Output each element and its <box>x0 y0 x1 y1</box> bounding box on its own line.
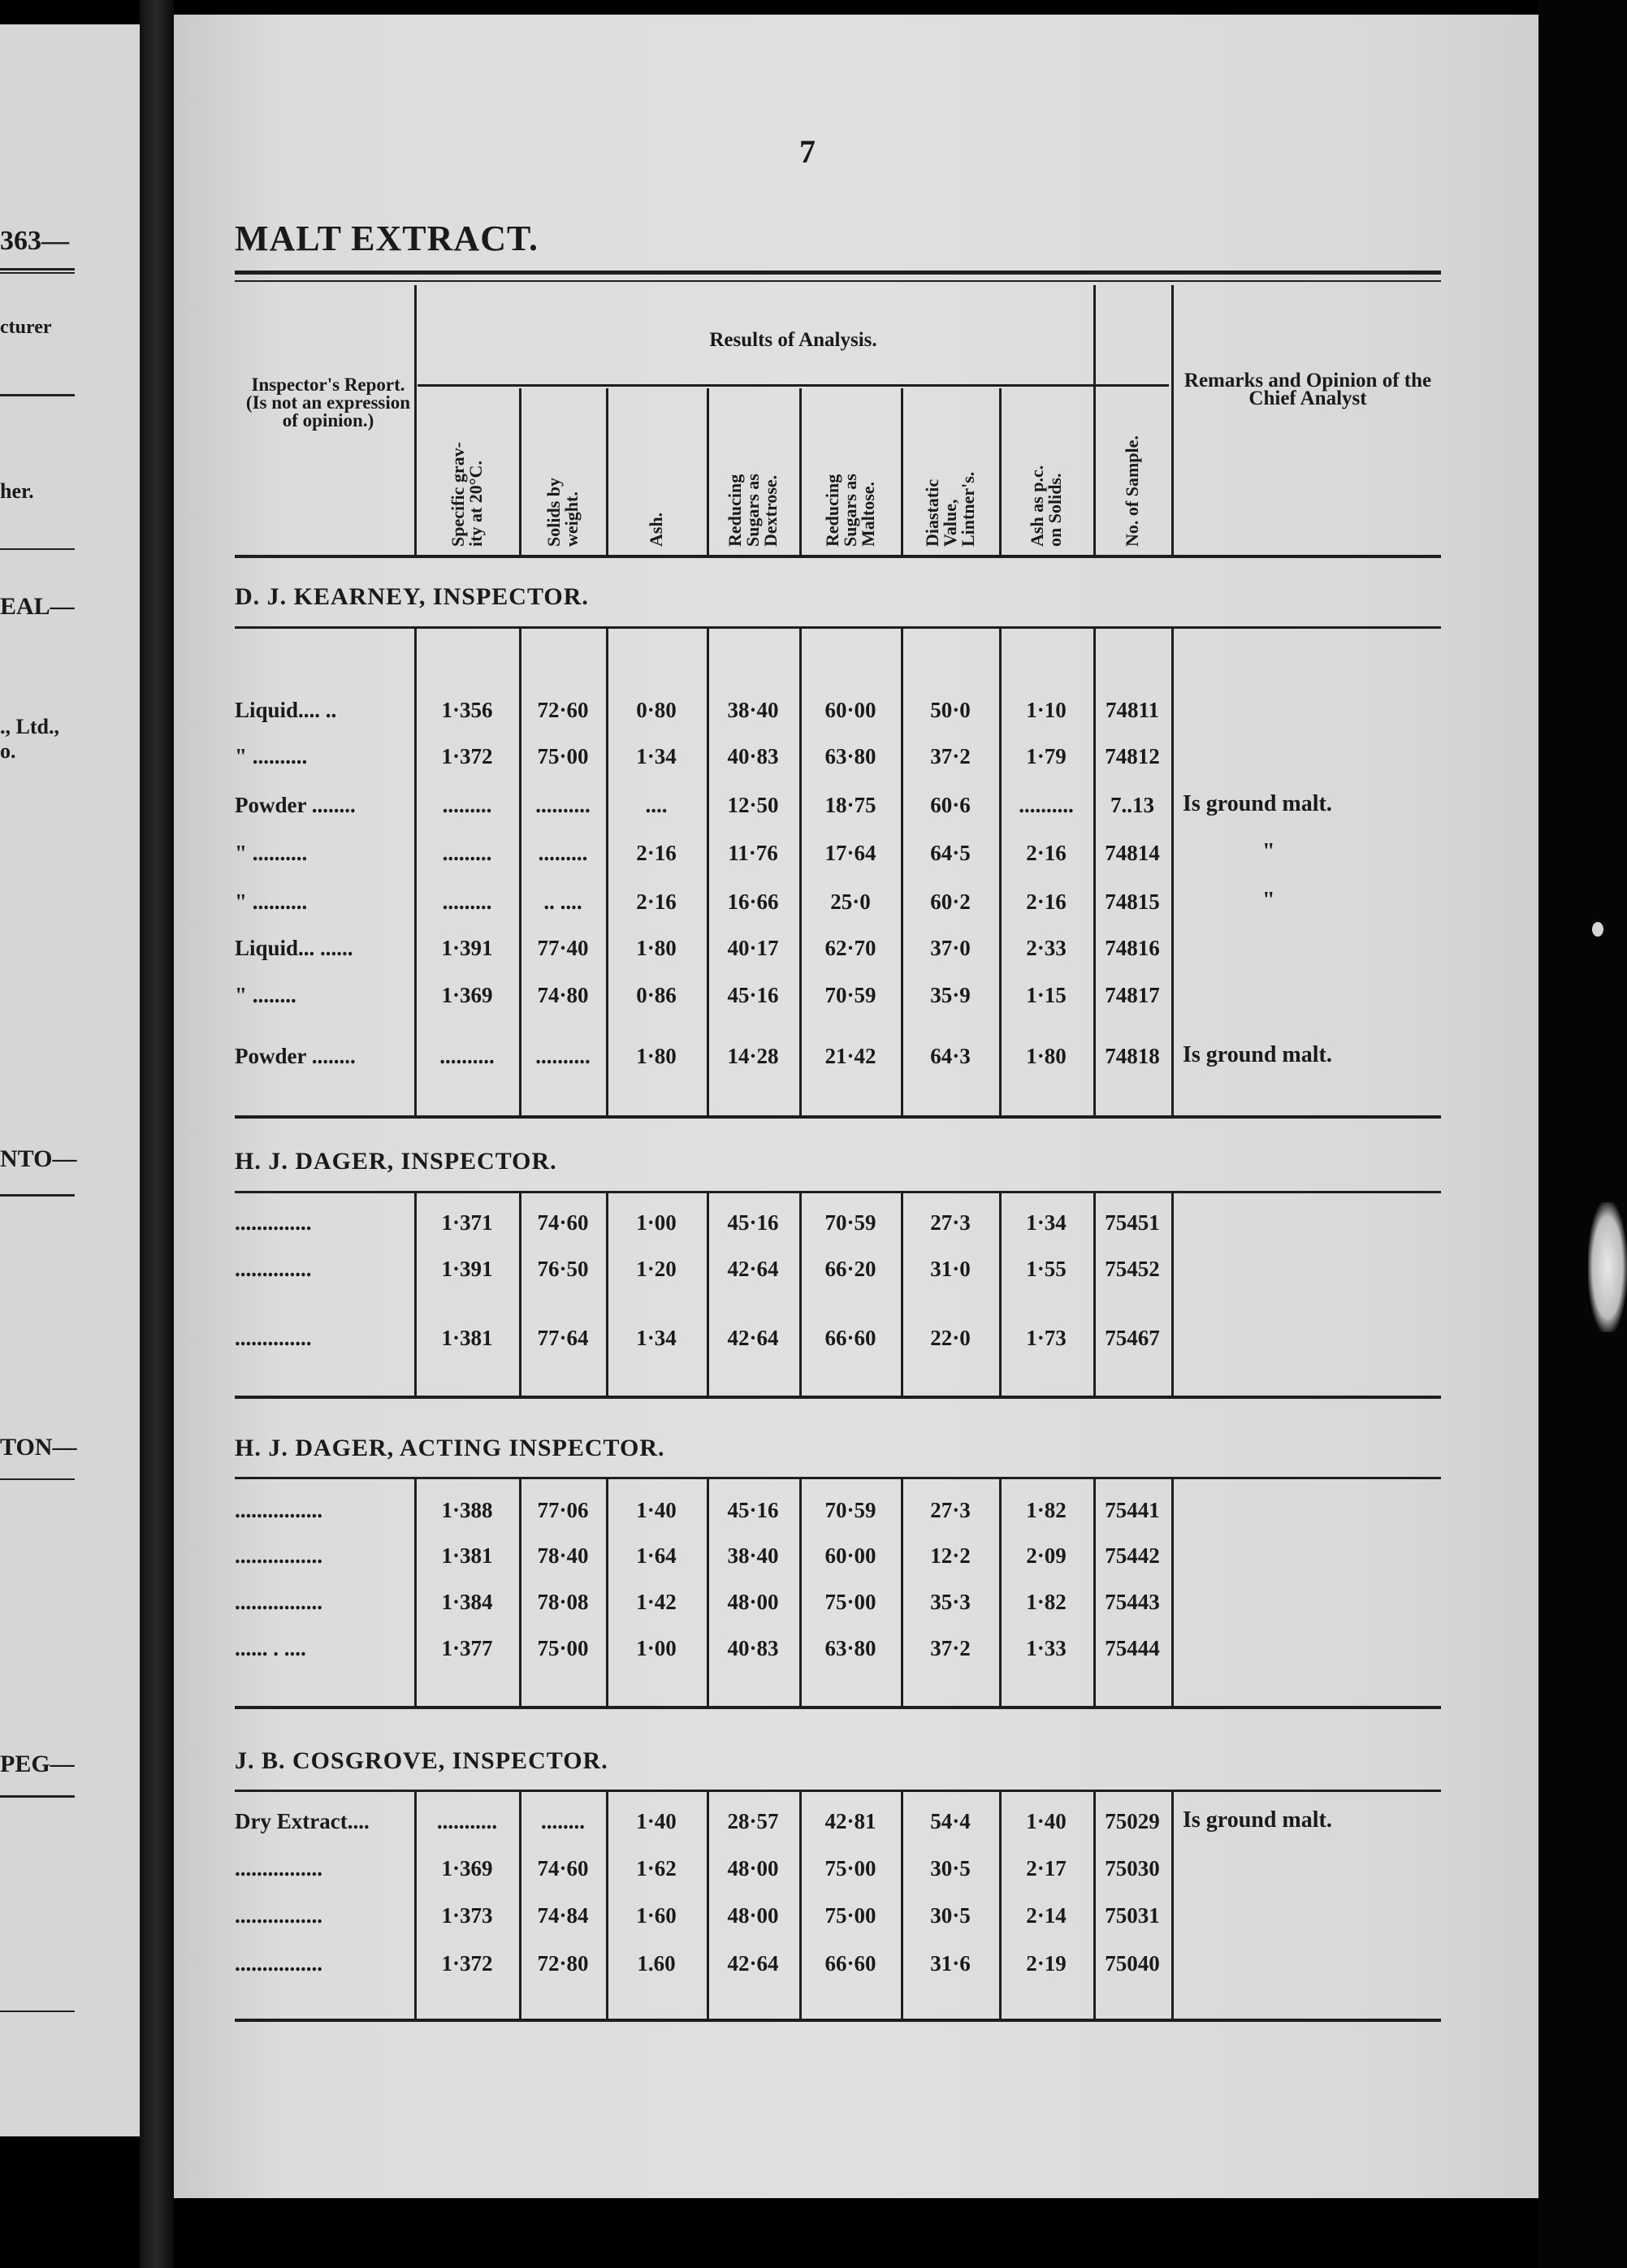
header-line: Sugars as <box>840 474 860 547</box>
header-column-rule <box>999 388 1002 556</box>
left-page-rule <box>0 1795 75 1798</box>
header-line: ity at 20°C. <box>465 461 486 547</box>
dextrose-cell: 38·40 <box>727 698 779 722</box>
remarks-cell: Is ground malt. <box>1183 1042 1332 1067</box>
sample-cell: 7..13 <box>1110 793 1154 817</box>
dextrose-cell: 48·00 <box>727 1903 779 1928</box>
maltose-cell: 63·80 <box>824 744 876 768</box>
sg-cell: 1·377 <box>441 1636 493 1660</box>
maltose-cell: 75·00 <box>824 1856 876 1881</box>
solids-cell: 75·00 <box>537 1636 589 1660</box>
header-line: Specific grav- <box>448 442 468 547</box>
ash-pc-cell: 2·16 <box>1026 841 1067 865</box>
reducing-maltose-header <box>824 474 877 547</box>
solids-cell: 77·06 <box>537 1498 589 1522</box>
sg-cell: 1·371 <box>441 1210 493 1235</box>
dextrose-cell: 12·50 <box>727 793 779 817</box>
ash-cell: 1·80 <box>636 936 677 960</box>
maltose-cell: 17·64 <box>824 841 876 865</box>
solids-cell: 76·50 <box>537 1257 589 1281</box>
sg-cell: ......... <box>442 841 492 865</box>
inspector-report-cell: ................ <box>235 1903 322 1928</box>
sample-cell: 74818 <box>1105 1044 1160 1068</box>
body-column-rule <box>1171 1790 1174 2019</box>
sg-cell: 1·384 <box>441 1590 493 1614</box>
dextrose-cell: 42·64 <box>727 1326 779 1350</box>
sg-cell: 1·372 <box>441 1951 493 1976</box>
ash-pc-cell: 2·33 <box>1026 936 1067 960</box>
maltose-cell: 18·75 <box>824 793 876 817</box>
left-page-fragment: ., Ltd., <box>0 715 59 738</box>
left-page-fragment: 363— <box>0 226 69 256</box>
ash-cell: 1·80 <box>636 1044 677 1068</box>
solids-cell: .......... <box>535 793 591 817</box>
ash-pc-cell: 1·55 <box>1026 1257 1067 1281</box>
diastatic-cell: 12·2 <box>930 1543 971 1568</box>
ash-pc-cell: 1·34 <box>1026 1210 1067 1235</box>
header-line: Solids by <box>543 478 564 547</box>
maltose-cell: 42·81 <box>824 1809 876 1833</box>
maltose-cell: 60·00 <box>824 1543 876 1568</box>
remarks-cell: " <box>1262 839 1275 864</box>
ash-pc-cell: 1·33 <box>1026 1636 1067 1660</box>
ash-pc-cell: 1·79 <box>1026 744 1067 768</box>
header-line: Reducing <box>822 474 842 547</box>
dextrose-cell: 16·66 <box>727 889 779 914</box>
ash-cell: 0·86 <box>636 983 677 1007</box>
solids-cell: 74·84 <box>537 1903 589 1928</box>
left-page-rule <box>0 1478 75 1480</box>
ash-cell: 1·60 <box>636 1903 677 1928</box>
header-line: Value, <box>940 499 960 547</box>
reducing-dextrose-header <box>726 474 780 547</box>
ash-pc-cell: 2·09 <box>1026 1543 1067 1568</box>
previous-page-strip <box>0 24 140 2136</box>
maltose-cell: 62·70 <box>824 936 876 960</box>
sg-cell: 1·373 <box>441 1903 493 1928</box>
maltose-cell: 66·60 <box>824 1326 876 1350</box>
sg-cell: ......... <box>442 793 492 817</box>
left-page-rule <box>0 548 75 550</box>
ash-pc-cell: 2·14 <box>1026 1903 1067 1928</box>
section-bottom-rule <box>235 1706 1441 1709</box>
ash-pc-cell: 1·15 <box>1026 983 1067 1007</box>
table-top-rule <box>235 271 1441 275</box>
table-top-rule-thin <box>235 280 1441 282</box>
sg-cell: 1·369 <box>441 983 493 1007</box>
remarks-cell: " <box>1262 888 1275 913</box>
solids-cell: .......... <box>535 1044 591 1068</box>
ash-cell: .... <box>645 793 668 817</box>
left-page-fragment: o. <box>0 739 16 763</box>
solids-cell: 72·80 <box>537 1951 589 1976</box>
header-column-rule <box>519 388 521 556</box>
left-page-fragment: her. <box>0 479 34 503</box>
left-page-fragment: TON— <box>0 1434 77 1461</box>
sg-cell: ........... <box>436 1809 498 1833</box>
sample-cell: 75452 <box>1105 1257 1160 1281</box>
header-line: Diastatic <box>922 478 942 547</box>
sample-cell: 75040 <box>1105 1951 1160 1976</box>
inspector-report-cell: " ........ <box>235 983 296 1007</box>
maltose-cell: 70·59 <box>824 1210 876 1235</box>
left-page-rule <box>0 1194 75 1197</box>
ash-cell: 1·00 <box>636 1210 677 1235</box>
diastatic-cell: 30·5 <box>930 1856 971 1881</box>
header-line: Ash. <box>646 512 666 547</box>
ash-pc-cell: 2·19 <box>1026 1951 1067 1976</box>
scan-border <box>1538 0 1627 2268</box>
solids-cell: 77·40 <box>537 936 589 960</box>
inspector-report-cell: Powder ........ <box>235 1044 356 1068</box>
diastatic-cell: 27·3 <box>930 1498 971 1522</box>
diastatic-cell: 64·3 <box>930 1044 971 1068</box>
sample-cell: 74814 <box>1105 841 1160 865</box>
diastatic-cell: 27·3 <box>930 1210 971 1235</box>
diastatic-header <box>924 472 977 547</box>
inspector-report-cell: Liquid... ...... <box>235 936 353 960</box>
section-title: H. J. DAGER, INSPECTOR. <box>235 1148 557 1175</box>
diastatic-cell: 31·0 <box>930 1257 971 1281</box>
sample-cell: 74816 <box>1105 936 1160 960</box>
maltose-cell: 70·59 <box>824 1498 876 1522</box>
left-page-rule <box>0 272 75 274</box>
diastatic-cell: 37·2 <box>930 744 971 768</box>
section-bottom-rule <box>235 1115 1441 1119</box>
solids-header <box>545 478 581 547</box>
sg-cell: 1·391 <box>441 936 493 960</box>
left-page-rule <box>0 268 75 271</box>
inspector-report-header: Inspector's Report. (Is not an expression of opinion.) <box>245 374 411 431</box>
body-column-rule <box>1171 626 1174 1115</box>
inspector-report-cell: .............. <box>235 1257 312 1281</box>
diastatic-cell: 35·9 <box>930 983 971 1007</box>
solids-cell: 74·80 <box>537 983 589 1007</box>
header-line: on Solids. <box>1045 473 1065 547</box>
sg-cell: 1·356 <box>441 698 493 722</box>
diastatic-cell: 60·6 <box>930 793 971 817</box>
header-column-rule <box>606 388 608 556</box>
dextrose-cell: 45·16 <box>727 983 779 1007</box>
maltose-cell: 66·60 <box>824 1951 876 1976</box>
inspector-report-cell: " .......... <box>235 889 308 914</box>
sample-cell: 75441 <box>1105 1498 1160 1522</box>
dextrose-cell: 45·16 <box>727 1210 779 1235</box>
body-column-rule <box>1171 1191 1174 1396</box>
dextrose-cell: 14·28 <box>727 1044 779 1068</box>
left-page-rule <box>0 2010 75 2012</box>
header-line: Lintner's. <box>958 471 978 547</box>
diastatic-cell: 37·2 <box>930 1636 971 1660</box>
remarks-cell: Is ground malt. <box>1183 1807 1332 1833</box>
dextrose-cell: 11·76 <box>728 841 778 865</box>
sg-cell: 1·388 <box>441 1498 493 1522</box>
ash-cell: 1·40 <box>636 1809 677 1833</box>
maltose-cell: 70·59 <box>824 983 876 1007</box>
solids-cell: 75·00 <box>537 744 589 768</box>
diastatic-cell: 30·5 <box>930 1903 971 1928</box>
sample-number-header <box>1123 435 1141 547</box>
header-line: No. of Sample. <box>1122 435 1142 547</box>
dextrose-cell: 40·83 <box>727 744 779 768</box>
document-page <box>174 15 1538 2198</box>
inspector-report-cell: " .......... <box>235 841 308 865</box>
header-line: Reducing <box>725 474 745 547</box>
ash-cell: 1·34 <box>636 744 677 768</box>
maltose-cell: 21·42 <box>824 1044 876 1068</box>
sample-cell: 75444 <box>1105 1636 1160 1660</box>
ash-cell: 0·80 <box>636 698 677 722</box>
header-line: Dextrose. <box>760 474 781 547</box>
diastatic-cell: 35·3 <box>930 1590 971 1614</box>
ash-header <box>647 513 665 547</box>
dextrose-cell: 40·17 <box>727 936 779 960</box>
sample-cell: 75030 <box>1105 1856 1160 1881</box>
page-title: MALT EXTRACT. <box>235 219 539 258</box>
ash-pc-cell: 2·16 <box>1026 889 1067 914</box>
sample-cell: 74811 <box>1105 698 1159 722</box>
sample-cell: 75442 <box>1105 1543 1160 1568</box>
inspector-report-cell: Liquid.... .. <box>235 698 337 722</box>
diastatic-cell: 64·5 <box>930 841 971 865</box>
left-page-fragment: EAL— <box>0 593 75 620</box>
diastatic-cell: 60·2 <box>930 889 971 914</box>
ash-cell: 1·62 <box>636 1856 677 1881</box>
inspector-report-cell: " .......... <box>235 744 308 768</box>
sg-cell: 1·391 <box>441 1257 493 1281</box>
section-bottom-rule <box>235 2019 1441 2022</box>
results-of-analysis-header: Results of Analysis. <box>709 329 877 351</box>
page-gutter <box>140 0 174 2268</box>
sample-cell: 75029 <box>1105 1809 1160 1833</box>
dextrose-cell: 42·64 <box>727 1951 779 1976</box>
inspector-report-cell: ................ <box>235 1543 322 1568</box>
maltose-cell: 75·00 <box>824 1590 876 1614</box>
page-number: 7 <box>799 133 816 170</box>
inspector-report-cell: ................ <box>235 1856 322 1881</box>
ash-pc-cell: 1·82 <box>1026 1498 1067 1522</box>
header-line: weight. <box>561 491 582 547</box>
specific-gravity-header <box>449 442 485 547</box>
sg-cell: 1·381 <box>441 1543 493 1568</box>
inspector-report-cell: ................ <box>235 1951 322 1976</box>
header-line: Maltose. <box>858 481 878 547</box>
ash-pc-cell: .......... <box>1019 793 1074 817</box>
ash-pc-cell: 1·82 <box>1026 1590 1067 1614</box>
dextrose-cell: 28·57 <box>727 1809 779 1833</box>
sg-cell: .......... <box>439 1044 495 1068</box>
left-page-fragment: cturer <box>0 317 52 338</box>
inspector-report-cell: .............. <box>235 1210 312 1235</box>
diastatic-cell: 22·0 <box>930 1326 971 1350</box>
results-rule <box>418 384 1169 387</box>
ash-cell: 1.60 <box>637 1951 676 1976</box>
solids-cell: 78·08 <box>537 1590 589 1614</box>
dextrose-cell: 42·64 <box>727 1257 779 1281</box>
header-column-rule <box>1093 285 1096 556</box>
ash-cell: 1·34 <box>636 1326 677 1350</box>
diastatic-cell: 54·4 <box>930 1809 971 1833</box>
sg-cell: 1·372 <box>441 744 493 768</box>
diastatic-cell: 37·0 <box>930 936 971 960</box>
header-column-rule <box>707 388 709 556</box>
sample-cell: 75031 <box>1105 1903 1160 1928</box>
sample-cell: 75467 <box>1105 1326 1160 1350</box>
header-column-rule <box>799 388 802 556</box>
sg-cell: ......... <box>442 889 492 914</box>
inspector-report-cell: Powder ........ <box>235 793 356 817</box>
ash-cell: 1·40 <box>636 1498 677 1522</box>
diastatic-cell: 31·6 <box>930 1951 971 1976</box>
ash-cell: 2·16 <box>636 841 677 865</box>
left-page-rule <box>0 394 75 396</box>
body-column-rule <box>1171 1477 1174 1706</box>
remarks-cell: Is ground malt. <box>1183 791 1332 816</box>
sample-cell: 75451 <box>1105 1210 1160 1235</box>
dextrose-cell: 48·00 <box>727 1856 779 1881</box>
ash-cell: 1·20 <box>636 1257 677 1281</box>
maltose-cell: 60·00 <box>824 698 876 722</box>
section-title: D. J. KEARNEY, INSPECTOR. <box>235 583 589 610</box>
header-column-rule <box>1171 285 1174 556</box>
solids-cell: ........ <box>541 1809 585 1833</box>
dextrose-cell: 45·16 <box>727 1498 779 1522</box>
header-column-rule <box>901 388 903 556</box>
inspector-report-cell: ................ <box>235 1498 322 1522</box>
solids-cell: ......... <box>538 841 588 865</box>
maltose-cell: 75·00 <box>824 1903 876 1928</box>
ash-pc-header <box>1028 465 1064 547</box>
sg-cell: 1·381 <box>441 1326 493 1350</box>
section-title: H. J. DAGER, ACTING INSPECTOR. <box>235 1435 665 1461</box>
scan-artifact <box>1592 922 1603 937</box>
inspector-report-cell: ...... . .... <box>235 1636 306 1660</box>
section-bottom-rule <box>235 1396 1441 1399</box>
maltose-cell: 66·20 <box>824 1257 876 1281</box>
maltose-cell: 25·0 <box>830 889 871 914</box>
sample-cell: 74812 <box>1105 744 1160 768</box>
ash-cell: 1·64 <box>636 1543 677 1568</box>
sample-cell: 74817 <box>1105 983 1160 1007</box>
dextrose-cell: 40·83 <box>727 1636 779 1660</box>
inspector-report-cell: .............. <box>235 1326 312 1350</box>
solids-cell: 78·40 <box>537 1543 589 1568</box>
header-line: Sugars as <box>742 474 763 547</box>
sample-cell: 74815 <box>1105 889 1160 914</box>
ash-pc-cell: 2·17 <box>1026 1856 1067 1881</box>
solids-cell: 74·60 <box>537 1210 589 1235</box>
ash-pc-cell: 1·80 <box>1026 1044 1067 1068</box>
ash-cell: 1·00 <box>636 1636 677 1660</box>
ash-cell: 1·42 <box>636 1590 677 1614</box>
solids-cell: 72·60 <box>537 698 589 722</box>
diastatic-cell: 50·0 <box>930 698 971 722</box>
left-page-fragment: NTO— <box>0 1145 77 1172</box>
solids-cell: .. .... <box>543 889 582 914</box>
solids-cell: 74·60 <box>537 1856 589 1881</box>
ash-pc-cell: 1·40 <box>1026 1809 1067 1833</box>
inspector-report-cell: ................ <box>235 1590 322 1614</box>
section-title: J. B. COSGROVE, INSPECTOR. <box>235 1747 608 1774</box>
ash-cell: 2·16 <box>636 889 677 914</box>
header-column-rule <box>414 285 417 556</box>
maltose-cell: 63·80 <box>824 1636 876 1660</box>
left-page-fragment: PEG— <box>0 1751 75 1777</box>
scan-artifact <box>1588 1202 1627 1332</box>
solids-cell: 77·64 <box>537 1326 589 1350</box>
dextrose-cell: 38·40 <box>727 1543 779 1568</box>
dextrose-cell: 48·00 <box>727 1590 779 1614</box>
sg-cell: 1·369 <box>441 1856 493 1881</box>
sample-cell: 75443 <box>1105 1590 1160 1614</box>
ash-pc-cell: 1·10 <box>1026 698 1067 722</box>
header-line: Ash as p.c. <box>1027 465 1047 547</box>
remarks-header: Remarks and Opinion of the Chief Analyst <box>1183 370 1432 409</box>
inspector-report-cell: Dry Extract.... <box>235 1809 370 1833</box>
ash-pc-cell: 1·73 <box>1026 1326 1067 1350</box>
